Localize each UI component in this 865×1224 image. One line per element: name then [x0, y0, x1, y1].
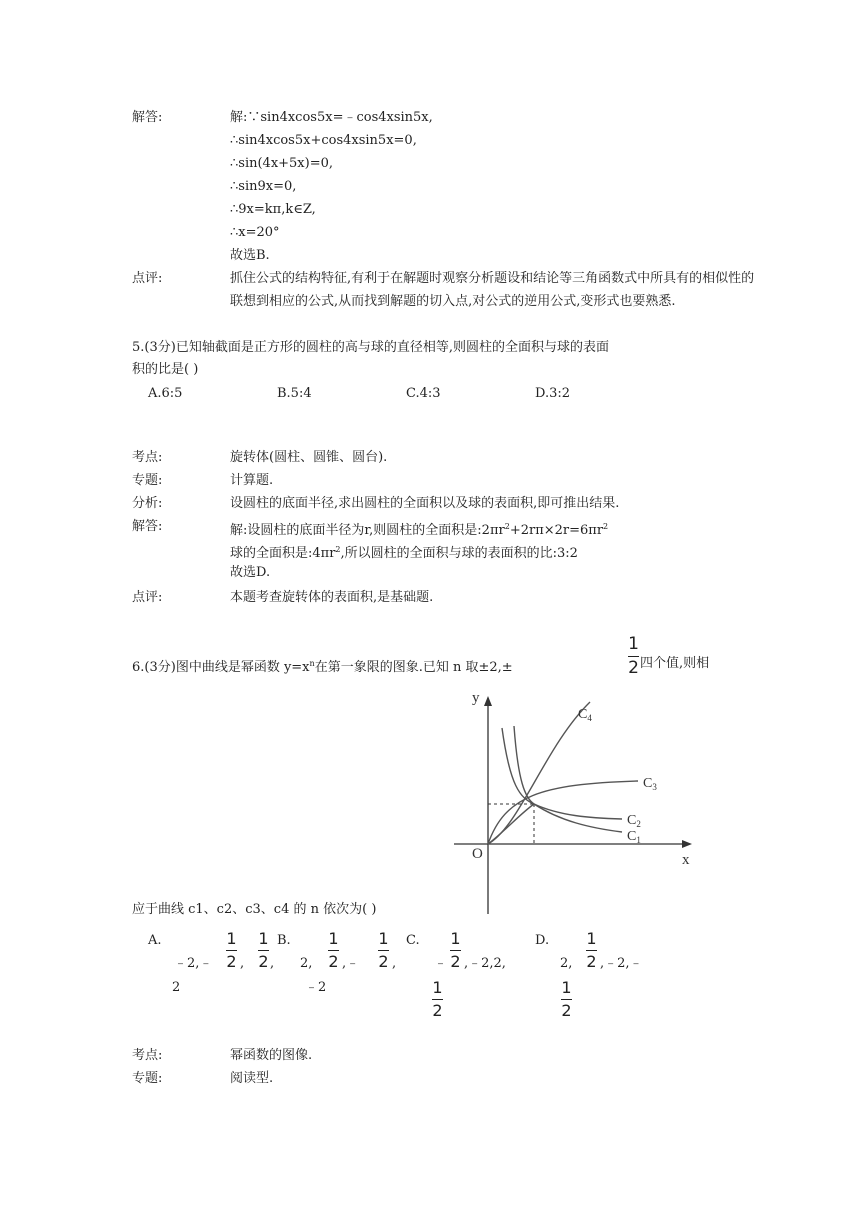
curve-c2 [514, 726, 622, 819]
curve-label-letter: C [578, 707, 588, 722]
superscript: 2 [603, 522, 609, 531]
q6-option-a-text: 2 [172, 980, 181, 995]
q5-comment: 本题考查旋转体的表面积,是基础题. [230, 590, 434, 605]
fraction-denominator: 2 [628, 658, 639, 678]
fraction-denominator: 2 [432, 1001, 443, 1020]
q5-option-d: D.3:2 [535, 386, 571, 401]
fraction-bar [561, 999, 572, 1000]
q6-option-d-text: 2, [560, 956, 573, 971]
fraction-half [258, 931, 269, 970]
q5-zhuanti: 计算题. [230, 473, 274, 488]
fraction-bar [378, 950, 389, 951]
fraction-numerator: 1 [258, 929, 269, 948]
fraction-half [628, 636, 639, 677]
q6-option-d-text: ,﹣2,﹣ [600, 956, 643, 971]
curve-label-c4 [578, 707, 592, 723]
q6-option-c-letter: C. [406, 933, 420, 948]
fraction-denominator: 2 [258, 952, 269, 971]
q6-option-b-text: ﹣2 [305, 980, 327, 995]
x-axis-arrow [682, 840, 692, 848]
curve-label-subscript: 2 [636, 819, 641, 829]
fraction-numerator: 1 [432, 978, 443, 997]
fraction-numerator: 1 [561, 978, 572, 997]
y-axis-label: y [472, 690, 480, 706]
fraction-half [586, 931, 597, 970]
fraction-bar [328, 950, 339, 951]
q6-option-a-text: , [240, 956, 245, 971]
q4-comment-line: 抓住公式的结构特征,有利于在解题时观察分析题设和结论等三角函数式中所具有的相似性的 [230, 271, 755, 286]
fraction-bar [628, 656, 639, 657]
q4-solution-line: 故选B. [230, 248, 270, 263]
q6-zhuanti: 阅读型. [230, 1071, 274, 1086]
fraction-bar [226, 950, 237, 951]
curve-label-letter: C [627, 829, 637, 844]
fraction-denominator: 2 [450, 952, 461, 971]
q6-stem-end: 应于曲线 c1、c2、c3、c4 的 n 依次为( ) [132, 902, 377, 917]
q5-solution-text: 解:设圆柱的底面半径为r,则圆柱的全面积是:2πr [230, 523, 505, 538]
q5-option-b: B.5:4 [277, 386, 312, 401]
q6-stem-text: 在第一象限的图象.已知 n 取±2,± [314, 660, 513, 675]
q5-solution-line: 故选D. [230, 565, 271, 580]
fraction-denominator: 2 [561, 1001, 572, 1020]
q5-fenxi: 设圆柱的底面半径,求出圆柱的全面积以及球的表面积,即可推出结果. [230, 496, 620, 511]
q4-solution-line: ∴sin4xcos5x+cos4xsin5x=0, [230, 133, 417, 148]
curve-c3 [488, 781, 638, 844]
curve-label-subscript: 1 [636, 835, 641, 845]
fraction-numerator: 1 [378, 929, 389, 948]
q5-solution-line [230, 542, 578, 562]
q6-option-b-letter: B. [277, 933, 291, 948]
fraction-numerator: 1 [450, 929, 461, 948]
curve-label-c1 [627, 829, 641, 845]
fraction-denominator: 2 [226, 952, 237, 971]
x-axis-label: x [682, 852, 690, 868]
fraction-half [226, 931, 237, 970]
q5-solution-text: 球的全面积是:4πr [230, 546, 336, 561]
label-dianping: 点评: [132, 271, 163, 286]
q6-option-a-letter: A. [148, 933, 162, 948]
fraction-half [432, 980, 443, 1019]
fraction-denominator: 2 [378, 952, 389, 971]
label-dianping: 点评: [132, 590, 163, 605]
q4-solution-line: ∴sin(4x+5x)=0, [230, 156, 334, 171]
curve-label-c2 [627, 813, 641, 829]
fraction-half [561, 980, 572, 1019]
q6-option-d-letter: D. [535, 933, 550, 948]
q6-option-b-text: 2, [300, 956, 313, 971]
label-zhuanti: 专题: [132, 473, 163, 488]
q6-stem [132, 656, 513, 676]
q5-stem: 积的比是( ) [132, 362, 199, 377]
label-jieda: 解答: [132, 110, 163, 125]
fraction-numerator: 1 [328, 929, 339, 948]
label-kaodian: 考点: [132, 450, 163, 465]
q4-solution-line: ∴9x=kπ,k∈Z, [230, 202, 316, 217]
q5-kaodian: 旋转体(圆柱、圆锥、圆台). [230, 450, 388, 465]
q4-solution-line: 解:∵sin4xcos5x=﹣cos4xsin5x, [230, 110, 433, 125]
label-jieda: 解答: [132, 519, 163, 534]
y-axis-arrow [484, 696, 492, 706]
fraction-denominator: 2 [328, 952, 339, 971]
label-kaodian: 考点: [132, 1048, 163, 1063]
q5-solution-text: +2rπ×2r=6πr [509, 523, 604, 538]
fraction-bar [258, 950, 269, 951]
label-fenxi: 分析: [132, 496, 163, 511]
q5-solution-line [230, 519, 608, 539]
fraction-half [450, 931, 461, 970]
fraction-bar [432, 999, 443, 1000]
q5-option-a: A.6:5 [148, 386, 183, 401]
superscript: 2 [335, 545, 341, 554]
curve-c2-lower [488, 804, 534, 844]
q5-stem: 5.(3分)已知轴截面是正方形的圆柱的高与球的直径相等,则圆柱的全面积与球的表面 [132, 340, 609, 355]
fraction-bar [450, 950, 461, 951]
q6-stem-text: 6.(3分)图中曲线是幂函数 y=x [132, 660, 310, 675]
origin-label: O [472, 846, 483, 862]
fraction-numerator: 1 [226, 929, 237, 948]
fraction-denominator: 2 [586, 952, 597, 971]
q6-option-c-text: ,﹣2,2, [464, 956, 506, 971]
curve-label-letter: C [627, 813, 637, 828]
q6-option-b-text: , [392, 956, 397, 971]
q4-solution-line: ∴x=20° [230, 225, 280, 240]
q4-solution-line: ∴sin9x=0, [230, 179, 297, 194]
power-function-graph [450, 686, 710, 918]
fraction-half [378, 931, 389, 970]
curve-label-c3 [643, 776, 657, 792]
q6-option-c-text: ﹣ [434, 956, 448, 971]
q6-option-a-text: ﹣2,﹣ [174, 956, 213, 971]
q6-option-b-text: ,﹣ [342, 956, 360, 971]
q6-stem-text: 四个值,则相 [640, 656, 710, 671]
curve-label-subscript: 4 [587, 713, 592, 723]
superscript: 2 [504, 522, 510, 531]
fraction-numerator: 1 [628, 634, 639, 654]
superscript: n [309, 659, 315, 668]
q5-option-c: C.4:3 [406, 386, 441, 401]
label-zhuanti: 专题: [132, 1071, 163, 1086]
q5-solution-text: ,所以圆柱的全面积与球的表面积的比:3:2 [340, 546, 578, 561]
q4-comment-line: 联想到相应的公式,从而找到解题的切入点,对公式的逆用公式,变形式也要熟悉. [230, 294, 676, 309]
q6-kaodian: 幂函数的图像. [230, 1048, 313, 1063]
q6-option-a-text: , [270, 956, 275, 971]
curve-label-letter: C [643, 776, 653, 791]
curve-label-subscript: 3 [652, 782, 657, 792]
fraction-numerator: 1 [586, 929, 597, 948]
fraction-bar [586, 950, 597, 951]
fraction-half [328, 931, 339, 970]
